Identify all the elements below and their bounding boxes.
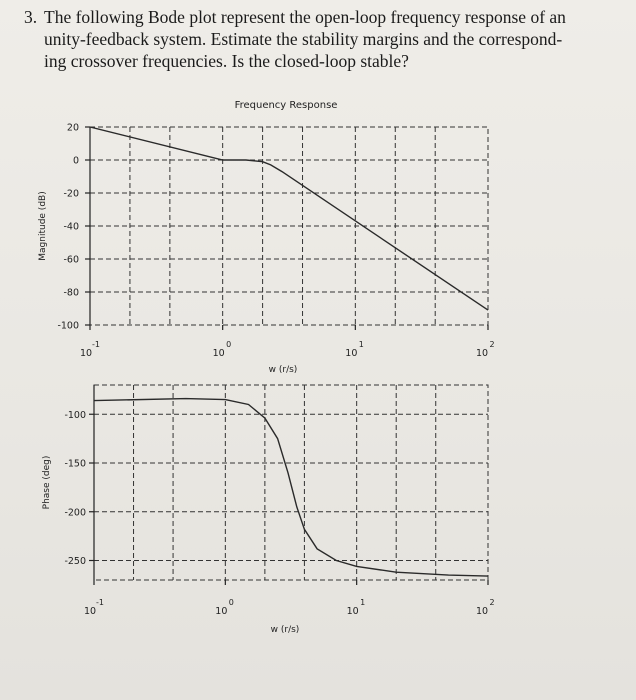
x-axis-label: w (r/s) — [268, 365, 298, 375]
x-tick-exponent: 2 — [489, 598, 495, 607]
x-tick-exponent: -1 — [92, 340, 100, 349]
chart-title: Frequency Response — [234, 100, 338, 111]
x-tick-exponent: 0 — [228, 598, 234, 607]
problem-number: 3. — [24, 7, 38, 27]
x-tick-label: 10 — [83, 606, 97, 617]
x-tick-exponent: 2 — [489, 340, 495, 349]
x-axis-label: w (r/s) — [270, 625, 300, 635]
x-tick-label: 10 — [346, 606, 359, 617]
x-tick-label: 10 — [475, 606, 489, 617]
y-tick-label: -250 — [64, 556, 86, 567]
phase-plot — [42, 385, 495, 635]
x-tick-label: 10 — [215, 606, 228, 617]
x-tick-exponent: 0 — [226, 340, 232, 349]
x-tick-exponent: 1 — [358, 340, 364, 349]
series-line — [94, 399, 488, 576]
y-tick-label: -60 — [63, 254, 79, 266]
y-tick-label: -150 — [64, 458, 86, 470]
magnitude-plot — [38, 100, 495, 375]
problem-line: The following Bode plot represent the open-loop frequency response of an — [44, 7, 566, 27]
y-tick-label: -200 — [64, 507, 86, 519]
y-tick-label: 0 — [72, 155, 79, 167]
y-axis-label: Phase (deg) — [42, 455, 52, 510]
x-tick-label: 10 — [212, 348, 225, 359]
y-tick-label: -40 — [63, 221, 79, 233]
x-tick-label: 10 — [345, 348, 358, 359]
y-tick-label: -100 — [64, 409, 86, 421]
x-tick-label: 10 — [475, 348, 489, 359]
y-tick-label: 20 — [66, 122, 79, 134]
y-tick-label: -100 — [57, 320, 79, 332]
y-tick-label: -20 — [63, 188, 79, 200]
y-axis-label: Magnitude (dB) — [38, 191, 48, 261]
series-line — [90, 127, 488, 310]
x-tick-label: 10 — [79, 348, 93, 359]
x-tick-exponent: 1 — [360, 598, 366, 607]
problem-line: ing crossover frequencies. Is the closed-loop stable? — [44, 51, 409, 71]
y-tick-label: -80 — [63, 287, 79, 299]
problem-line: unity-feedback system. Estimate the stability margins and the correspond- — [44, 29, 563, 49]
x-tick-exponent: -1 — [96, 598, 104, 607]
